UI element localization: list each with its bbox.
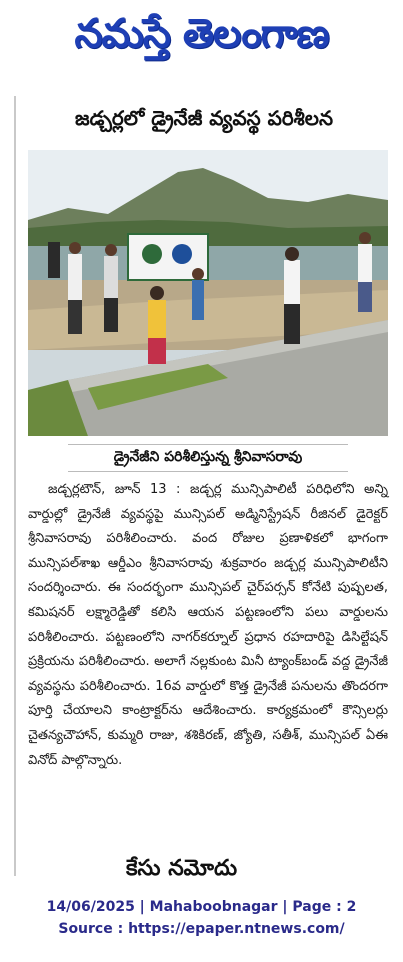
footer-source: Source : https://epaper.ntnews.com/ (58, 921, 345, 937)
column-divider (14, 96, 16, 876)
newspaper-logo: నమస్తే తెలంగాణ (74, 11, 329, 57)
article-clipping (14, 96, 388, 880)
article-headline: జడ్చర్లలో డ్రైనేజీ వ్యవస్థ పరిశీలన (75, 105, 333, 130)
footer-date-edition-page: 14/06/2025 | Mahaboobnagar | Page : 2 (46, 899, 357, 915)
article-body (28, 478, 388, 773)
clipping-footer (0, 896, 403, 940)
next-article-headline: కేసు నమోదు (126, 856, 238, 880)
article-photo (28, 150, 388, 436)
photo-caption: డ్రైనేజీని పరిశీలిస్తున్న శ్రీనివాసరావు (68, 444, 348, 472)
article-paragraph: జడ్చర్లటౌన్, జూన్ 13 : జడ్చర్ల మున్సిపాలిటీ పరిధిలోని అన్ని వార్డుల్లో డ్రైనేజీ వ్యవస్థపై మున్సిపల్ అడ్మినిస్ట్రేషన్ రీజినల్ డైరెక్టర్ శ్రీనివాసరావు పరిశీలించారు. వంద రోజుల ప్రణాళికలో భాగంగా మున్సిపల్‌శాఖ ఆర్డీఎం శ్రీనివాసరావు శుక్రవారం జడ్చర్ల మున్సిపాలిటీని సందర్శించారు. ఈ సందర్భంగా మున్సిపల్ చైర్‌పర్సన్ కోనేటి పుష్పలత, కమిషనర్ లక్ష్మారెడ్డితో కలిసి ఆయన పట్టణంలోని పలు వార్డులను పరిశీలించారు. పట్టణంలోని నాగర్‌కర్నూల్ ప్రధాన రహదారిపై డిసిల్టేషన్ ప్రక్రియను పరిశీలించారు. అలాగే నల్లకుంట మినీ ట్యాంక్‌బండ్ వద్ద డ్రైనేజీ వ్యవస్థను పరిశీలించారు. 16వ వార్డులో కొత్త డ్రైనేజీ పనులను తొందరగా పూర్తి చేయాలని కాంట్రాక్టర్‌ను ఆదేశించారు. కార్యక్రమంలో కౌన్సిలర్లు చైతన్యచౌహాన్, కుమ్మరి రాజు, శశికిరణ్, జ్యోతి, సతీశ్, మున్సిపల్ ఏఈ వినోద్ పాల్గొన్నారు. (28, 482, 388, 768)
masthead (0, 0, 403, 78)
